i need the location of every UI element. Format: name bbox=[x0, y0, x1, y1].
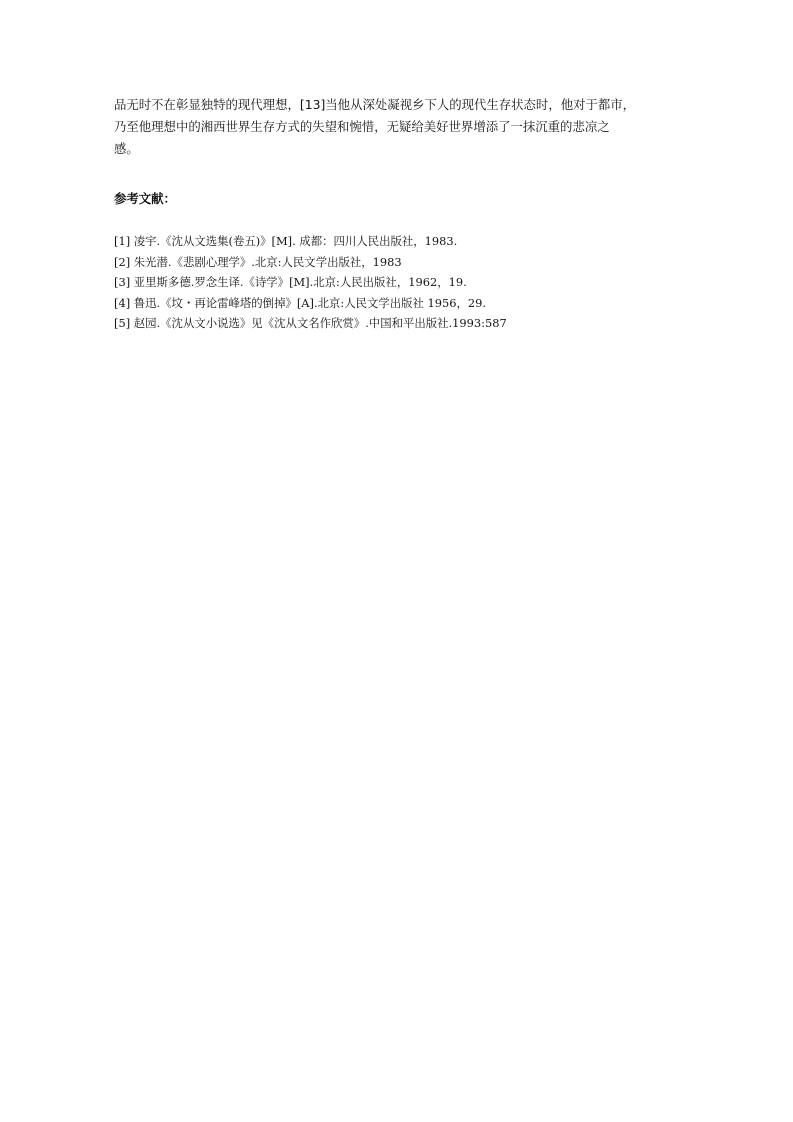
references-heading: 参考文献： bbox=[114, 191, 176, 206]
reference-item: [4] 鲁迅.《坟・再论雷峰塔的倒掉》[A].北京:人民文学出版社 1956，29. bbox=[114, 295, 487, 310]
body-paragraph-line: 品无时不在彰显独特的现代理想，[13]当他从深处凝视乡下人的现代生存状态时，他对于都市， bbox=[114, 97, 636, 112]
body-paragraph-line: 乃至他理想中的湘西世界生存方式的失望和惋惜，无疑给美好世界增添了一抹沉重的悲凉之 bbox=[114, 119, 610, 134]
reference-item: [1] 凌宇.《沈从文选集(卷五)》[M]. 成都：四川人民出版社，1983. bbox=[114, 234, 458, 248]
reference-item: [5] 赵园.《沈从文小说选》见《沈从文名作欣赏》.中国和平出版社.1993:587 bbox=[114, 316, 507, 331]
references-list bbox=[114, 231, 507, 334]
body-paragraph-line: 感。 bbox=[114, 141, 139, 156]
reference-item: [2] 朱光潜.《悲剧心理学》.北京:人民文学出版社，1983 bbox=[114, 254, 402, 269]
reference-item: [3] 亚里斯多德.罗念生译.《诗学》[M].北京:人民出版社，1962，19. bbox=[114, 275, 467, 290]
